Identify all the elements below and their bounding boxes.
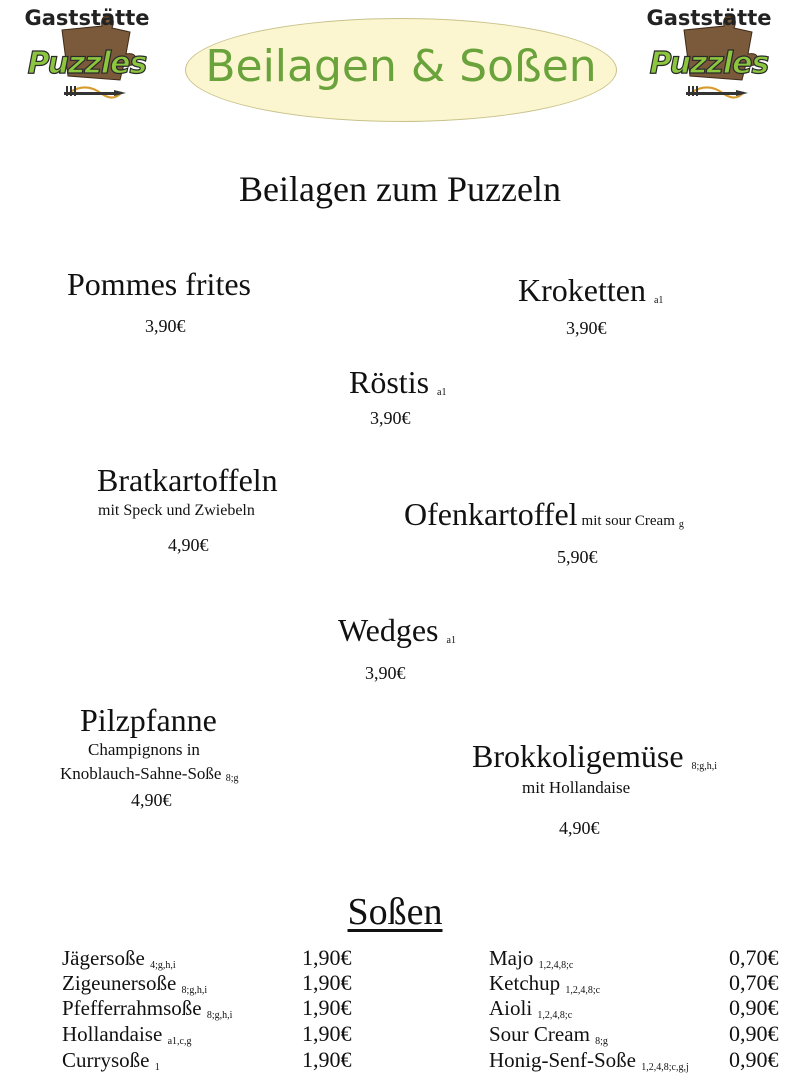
allergen-code: 4;g,h,i xyxy=(150,960,176,971)
item-wedges-name xyxy=(338,612,456,649)
item-wedges-label: Wedges xyxy=(338,612,439,648)
item-ofen-name xyxy=(404,496,684,533)
item-pommes-price: 3,90€ xyxy=(145,316,186,336)
sauce-price: 0,90€ xyxy=(729,995,779,1020)
item-pilz-desc2-label: Knoblauch-Sahne-Soße xyxy=(60,764,222,783)
logo-right xyxy=(624,2,794,102)
allergen-code: 8;g,h,i xyxy=(691,761,718,772)
allergen-code: 1,2,4,8;c,g,j xyxy=(641,1062,689,1073)
sauce-price: 0,70€ xyxy=(729,970,779,995)
item-kroketten-label: Kroketten xyxy=(518,272,646,308)
allergen-code: 8;g xyxy=(595,1036,608,1047)
allergen-code: 8;g,h,i xyxy=(181,985,208,996)
sauce-price: 1,90€ xyxy=(302,1021,352,1046)
page-title: Beilagen & Soßen xyxy=(205,41,597,92)
sauce-price: 0,90€ xyxy=(729,1047,779,1072)
logo-text-puzzles: Puzzles xyxy=(27,46,147,81)
sauce-price: 1,90€ xyxy=(302,995,352,1020)
sauce-row-left-1 xyxy=(62,971,207,996)
sauce-name: Sour Cream xyxy=(489,1022,596,1046)
sauce-row-left-3 xyxy=(62,1022,191,1047)
sauce-row-right-2 xyxy=(489,996,572,1021)
allergen-code: 1,2,4,8;c xyxy=(565,985,601,996)
item-pilz-desc2 xyxy=(60,764,239,784)
item-ofen-price: 5,90€ xyxy=(557,547,598,567)
sauce-name: Honig-Senf-Soße xyxy=(489,1048,642,1072)
item-pilz-desc1: Champignons in xyxy=(88,740,200,759)
sauce-name: Jägersoße xyxy=(62,946,151,970)
item-brokkoli-price: 4,90€ xyxy=(559,818,600,838)
logo-text-puzzles: Puzzles xyxy=(649,46,769,81)
logo-left xyxy=(2,2,172,102)
sauce-row-left-4 xyxy=(62,1048,160,1073)
sauce-row-right-0 xyxy=(489,946,573,971)
allergen-code: a1 xyxy=(446,635,456,646)
sauce-name: Ketchup xyxy=(489,971,566,995)
sauce-row-right-3 xyxy=(489,1022,608,1047)
allergen-code: a1,c,g xyxy=(167,1036,192,1047)
header-banner xyxy=(185,18,617,122)
item-wedges-price: 3,90€ xyxy=(365,663,406,683)
allergen-code: a1 xyxy=(437,387,447,398)
item-brat-name: Bratkartoffeln xyxy=(97,462,278,498)
item-kroketten-price: 3,90€ xyxy=(566,318,607,338)
allergen-code: 1,2,4,8;c xyxy=(538,960,574,971)
logo-text-gaststaette: Gaststätte xyxy=(24,6,150,30)
item-roestis-price: 3,90€ xyxy=(370,408,411,428)
sauce-row-right-4 xyxy=(489,1048,689,1073)
sauce-row-left-2 xyxy=(62,996,232,1021)
section-subtitle: Beilagen zum Puzzeln xyxy=(239,169,561,209)
allergen-code: a1 xyxy=(653,295,664,306)
item-pilz-name: Pilzpfanne xyxy=(80,702,217,738)
item-kroketten-name xyxy=(518,272,663,309)
sauce-row-left-0 xyxy=(62,946,176,971)
sauce-price: 1,90€ xyxy=(302,970,352,995)
sauce-price: 1,90€ xyxy=(302,945,352,970)
sauce-price: 0,90€ xyxy=(729,1021,779,1046)
item-ofen-label: Ofenkartoffel xyxy=(404,496,578,532)
item-roestis-name xyxy=(349,364,446,401)
sauce-name: Zigeunersoße xyxy=(62,971,182,995)
sauce-name: Aioli xyxy=(489,996,538,1020)
item-brokkoli-name xyxy=(472,738,717,775)
logo-text-gaststaette: Gaststätte xyxy=(646,6,772,30)
item-ofen-desc: mit sour Cream xyxy=(581,513,675,529)
item-brat-desc: mit Speck und Zwiebeln xyxy=(98,502,255,519)
item-brokkoli-desc: mit Hollandaise xyxy=(522,778,631,797)
sossen-title: Soßen xyxy=(347,891,443,933)
item-brat-price: 4,90€ xyxy=(168,535,209,555)
item-pommes-name: Pommes frites xyxy=(67,266,251,302)
allergen-code: 1,2,4,8;c xyxy=(537,1010,573,1021)
sauce-name: Pfefferrahmsoße xyxy=(62,996,207,1020)
sauce-name: Hollandaise xyxy=(62,1022,168,1046)
sauce-name: Currysoße xyxy=(62,1048,155,1072)
allergen-code: 1 xyxy=(154,1062,160,1073)
sauce-row-right-1 xyxy=(489,971,600,996)
allergen-code: g xyxy=(678,519,684,530)
allergen-code: 8;g,h,i xyxy=(206,1010,233,1021)
item-roestis-label: Röstis xyxy=(349,364,430,400)
sauce-name: Majo xyxy=(489,946,539,970)
allergen-code: 8;g xyxy=(225,773,239,784)
sauce-price: 1,90€ xyxy=(302,1047,352,1072)
sauce-price: 0,70€ xyxy=(729,945,779,970)
item-pilz-price: 4,90€ xyxy=(131,790,172,810)
item-brokkoli-label: Brokkoligemüse xyxy=(472,738,684,774)
